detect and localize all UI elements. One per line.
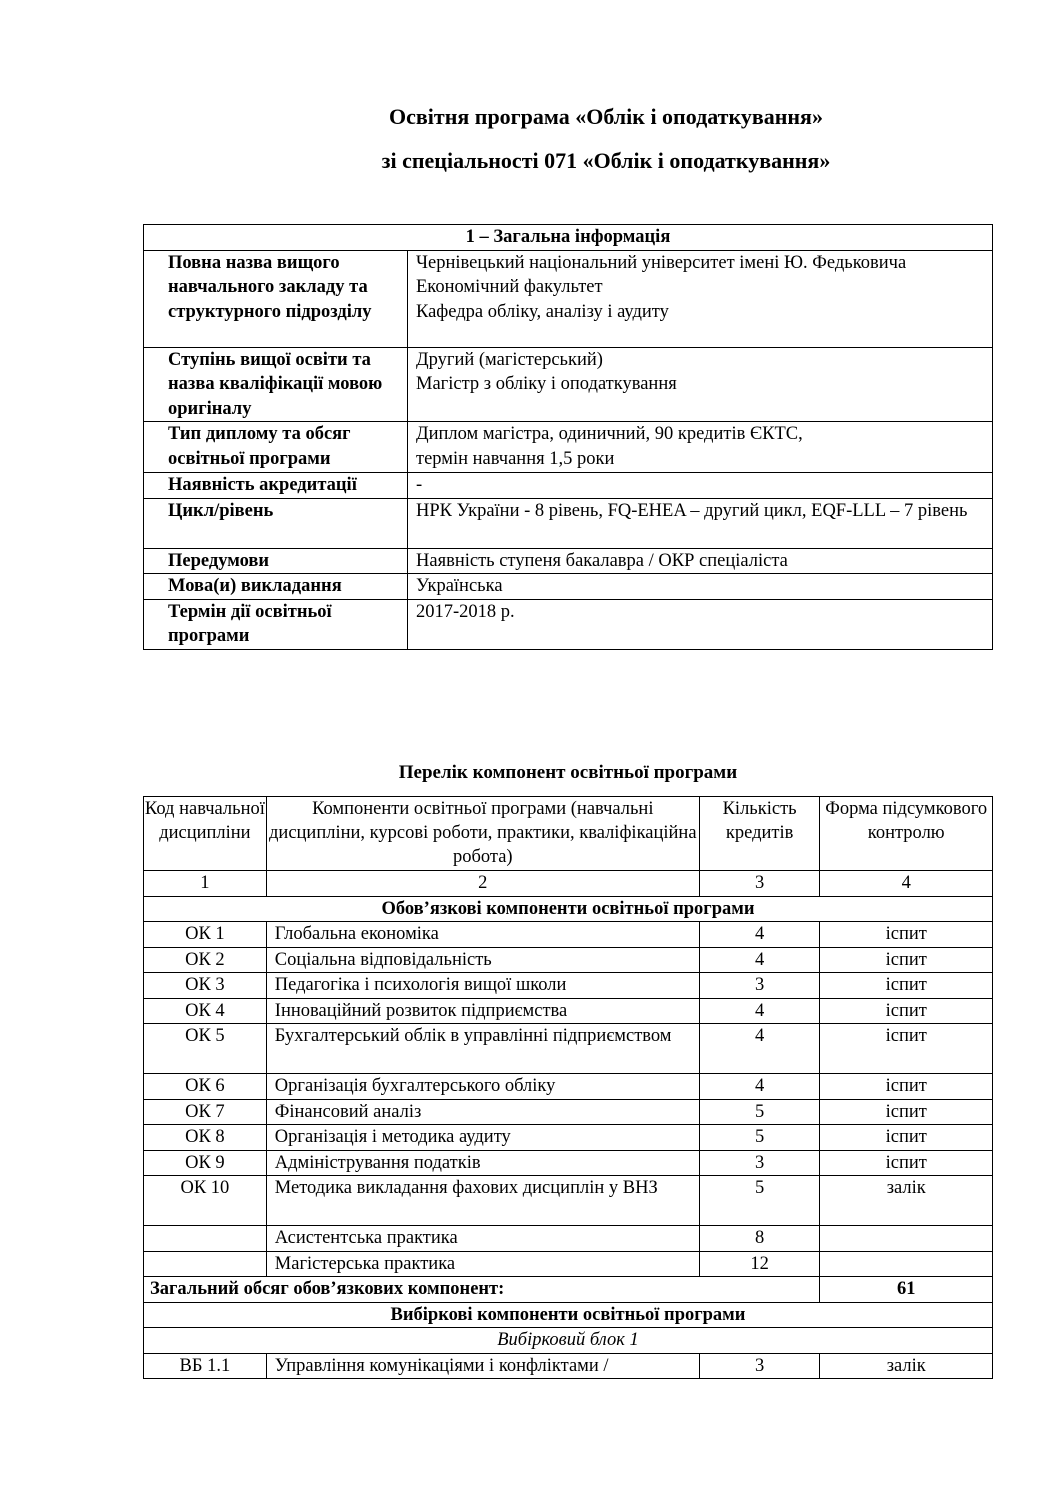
row-code: ОК 2 xyxy=(144,947,267,973)
row-code: ОК 10 xyxy=(144,1176,267,1226)
total-label: Загальний обсяг обов’язкових компонент: xyxy=(144,1277,820,1303)
table-row xyxy=(144,1150,993,1176)
row-credits: 5 xyxy=(699,1099,820,1125)
header-control: Форма підсумкового контролю xyxy=(820,797,993,871)
row-credits: 4 xyxy=(699,998,820,1024)
row-name: Магістерська практика xyxy=(266,1251,699,1277)
table-row xyxy=(144,947,993,973)
info-label-prerequisites: Передумови xyxy=(144,548,408,574)
row-code xyxy=(144,1226,267,1252)
col-number: 3 xyxy=(699,871,820,897)
mandatory-heading: Обов’язкові компоненти освітньої програми xyxy=(144,896,993,922)
col-number: 1 xyxy=(144,871,267,897)
row-control: іспит xyxy=(820,1150,993,1176)
header-component: Компоненти освітньої програми (навчальні дисципліни, курсові роботи, практики, кваліфікаційна робота) xyxy=(266,797,699,871)
row-credits: 8 xyxy=(699,1226,820,1252)
table-row xyxy=(144,1024,993,1074)
general-info-table xyxy=(143,224,993,650)
row-control: іспит xyxy=(820,1099,993,1125)
row-credits: 5 xyxy=(699,1176,820,1226)
row-name: Управління комунікаціями і конфліктами / xyxy=(266,1353,699,1379)
table-row xyxy=(144,1251,993,1277)
row-name: Педагогіка і психологія вищої школи xyxy=(266,973,699,999)
row-name: Методика викладання фахових дисциплін у ВНЗ xyxy=(266,1176,699,1226)
row-credits: 5 xyxy=(699,1125,820,1151)
col-number: 4 xyxy=(820,871,993,897)
col-number: 2 xyxy=(266,871,699,897)
page-subtitle: зі спеціальності 071 «Облік і оподаткування» xyxy=(381,148,831,173)
info-value-line: термін навчання 1,5 роки xyxy=(416,448,615,469)
row-credits: 3 xyxy=(699,973,820,999)
info-label-degree: Ступінь вищої освіти та назва кваліфікації мовою оригіналу xyxy=(144,347,408,422)
row-control: іспит xyxy=(820,1125,993,1151)
row-code: ОК 6 xyxy=(144,1074,267,1100)
row-code: ОК 4 xyxy=(144,998,267,1024)
info-value-institution xyxy=(408,250,993,347)
info-value-accreditation: - xyxy=(408,473,993,499)
row-name: Асистентська практика xyxy=(266,1226,699,1252)
general-info-heading: 1 – Загальна інформація xyxy=(144,225,993,251)
row-control: іспит xyxy=(820,947,993,973)
row-name: Організація бухгалтерського обліку xyxy=(266,1074,699,1100)
row-code: ОК 1 xyxy=(144,922,267,948)
header-code: Код навчальної дисципліни xyxy=(144,797,267,871)
row-code: ОК 5 xyxy=(144,1024,267,1074)
info-label-language: Мова(и) викладання xyxy=(144,574,408,600)
info-value-line: Кафедра обліку, аналізу і аудиту xyxy=(416,301,669,322)
elective-heading: Вибіркові компоненти освітньої програми xyxy=(144,1302,993,1328)
components-title: Перелік компонент освітньої програми xyxy=(398,762,738,783)
info-value-line: Економічний факультет xyxy=(416,277,603,297)
row-control: залік xyxy=(820,1176,993,1226)
info-label-cycle: Цикл/рівень xyxy=(144,498,408,548)
info-label-validity: Термін дії освітньої програми xyxy=(144,599,408,649)
row-control xyxy=(820,1226,993,1252)
table-row xyxy=(144,1176,993,1226)
info-value-line: Чернівецький національний університет імені Ю. Федьковича xyxy=(416,252,907,273)
row-code xyxy=(144,1251,267,1277)
info-label-diploma: Тип диплому та обсяг освітньої програми xyxy=(144,422,408,473)
info-value-line: Магістр з обліку і оподаткування xyxy=(416,374,677,394)
table-row xyxy=(144,1099,993,1125)
row-code: ВБ 1.1 xyxy=(144,1353,267,1379)
table-row xyxy=(144,1226,993,1252)
row-name: Бухгалтерський облік в управлінні підприємством xyxy=(266,1024,699,1074)
row-code: ОК 3 xyxy=(144,973,267,999)
components-table xyxy=(143,796,993,1379)
info-value-line: Диплом магістра, одиничний, 90 кредитів ЄКТС, xyxy=(416,424,803,444)
info-value-prerequisites: Наявність ступеня бакалавра / ОКР спеціаліста xyxy=(408,548,993,574)
row-code: ОК 8 xyxy=(144,1125,267,1151)
row-code: ОК 7 xyxy=(144,1099,267,1125)
table-row xyxy=(144,973,993,999)
row-control xyxy=(820,1251,993,1277)
table-row xyxy=(144,1353,993,1379)
row-control: іспит xyxy=(820,922,993,948)
info-label-accreditation: Наявність акредитації xyxy=(144,473,408,499)
info-value-language: Українська xyxy=(408,574,993,600)
table-row xyxy=(144,1074,993,1100)
row-control: іспит xyxy=(820,973,993,999)
row-credits: 4 xyxy=(699,1074,820,1100)
info-value-degree xyxy=(408,347,993,422)
row-control: іспит xyxy=(820,1024,993,1074)
row-credits: 3 xyxy=(699,1353,820,1379)
row-name: Інноваційний розвиток підприємства xyxy=(266,998,699,1024)
row-credits: 4 xyxy=(699,922,820,948)
row-name: Організація і методика аудиту xyxy=(266,1125,699,1151)
row-name: Фінансовий аналіз xyxy=(266,1099,699,1125)
row-name: Адміністрування податків xyxy=(266,1150,699,1176)
row-credits: 12 xyxy=(699,1251,820,1277)
table-row xyxy=(144,998,993,1024)
row-control: залік xyxy=(820,1353,993,1379)
info-label-institution: Повна назва вищого навчального закладу та структурного підрозділу xyxy=(144,250,408,347)
info-value-line: Другий (магістерський) xyxy=(416,349,603,370)
row-control: іспит xyxy=(820,998,993,1024)
row-credits: 3 xyxy=(699,1150,820,1176)
info-value-diploma xyxy=(408,422,993,473)
info-value-validity: 2017-2018 р. xyxy=(408,599,993,649)
row-credits: 4 xyxy=(699,947,820,973)
header-credits: Кількість кредитів xyxy=(699,797,820,871)
page-title: Освітня програма «Облік і оподаткування» xyxy=(389,104,823,129)
total-value: 61 xyxy=(820,1277,993,1303)
row-credits: 4 xyxy=(699,1024,820,1074)
row-name: Соціальна відповідальність xyxy=(266,947,699,973)
elective-block-title: Вибірковий блок 1 xyxy=(144,1328,993,1354)
row-control: іспит xyxy=(820,1074,993,1100)
table-row xyxy=(144,1125,993,1151)
row-name: Глобальна економіка xyxy=(266,922,699,948)
info-value-cycle: НРК України - 8 рівень, FQ-EHEA – другий цикл, EQF-LLL – 7 рівень xyxy=(408,498,993,548)
row-code: ОК 9 xyxy=(144,1150,267,1176)
table-row xyxy=(144,922,993,948)
